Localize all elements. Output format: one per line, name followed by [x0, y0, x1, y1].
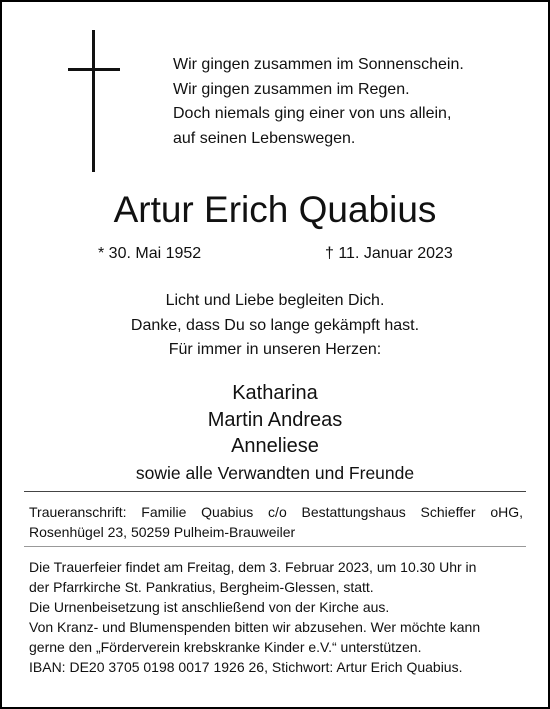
message-line: Für immer in unseren Herzen: [168, 341, 382, 358]
family-member: Martin Andreas [207, 408, 343, 431]
poem [173, 53, 464, 151]
message-line: Licht und Liebe begleiten Dich. [165, 292, 385, 309]
poem-line: auf seinen Lebenswegen. [173, 129, 356, 147]
poem-line: Wir gingen zusammen im Regen. [173, 80, 410, 98]
address-line: Traueranschrift: Familie Quabius c/o Bestattungshaus Schieffer oHG, [29, 504, 523, 520]
info-line: IBAN: DE20 3705 0198 0017 1926 26, Stichwort: Artur Erich Quabius. [29, 659, 463, 675]
poem-line: Wir gingen zusammen im Sonnenschein. [173, 56, 464, 73]
separator-line [24, 491, 526, 492]
farewell-message [2, 289, 548, 363]
birth-date: * 30. Mai 1952 [98, 245, 202, 262]
death-date: † 11. Januar 2023 [325, 245, 453, 262]
relatives-line: sowie alle Verwandten und Freunde [135, 463, 415, 483]
info-line: der Pfarrkirche St. Pankratius, Bergheim-Glessen, statt. [29, 579, 374, 595]
funeral-information [29, 557, 523, 677]
info-line: Die Urnenbeisetzung ist anschließend von der Kirche aus. [29, 599, 390, 615]
family-member: Katharina [232, 382, 318, 404]
poem-line: Doch niemals ging einer von uns allein, [173, 105, 452, 122]
family-members [2, 380, 548, 460]
mourning-address [29, 502, 523, 542]
separator-line [24, 546, 526, 547]
cross-icon [68, 30, 120, 172]
cross-vertical-bar [92, 30, 95, 172]
address-line: Rosenhügel 23, 50259 Pulheim-Brauweiler [29, 524, 296, 540]
cross-horizontal-bar [68, 68, 120, 71]
family-member: Anneliese [231, 435, 319, 457]
deceased-name: Artur Erich Quabius [113, 189, 437, 230]
info-line: gerne den „Förderverein krebskranke Kinder e.V.“ unterstützen. [29, 639, 422, 655]
info-line: Die Trauerfeier findet am Freitag, dem 3. Februar 2023, um 10.30 Uhr in [29, 559, 477, 575]
info-line: Von Kranz- und Blumenspenden bitten wir abzusehen. Wer möchte kann [29, 619, 481, 635]
message-line: Danke, dass Du so lange gekämpft hast. [130, 316, 420, 334]
